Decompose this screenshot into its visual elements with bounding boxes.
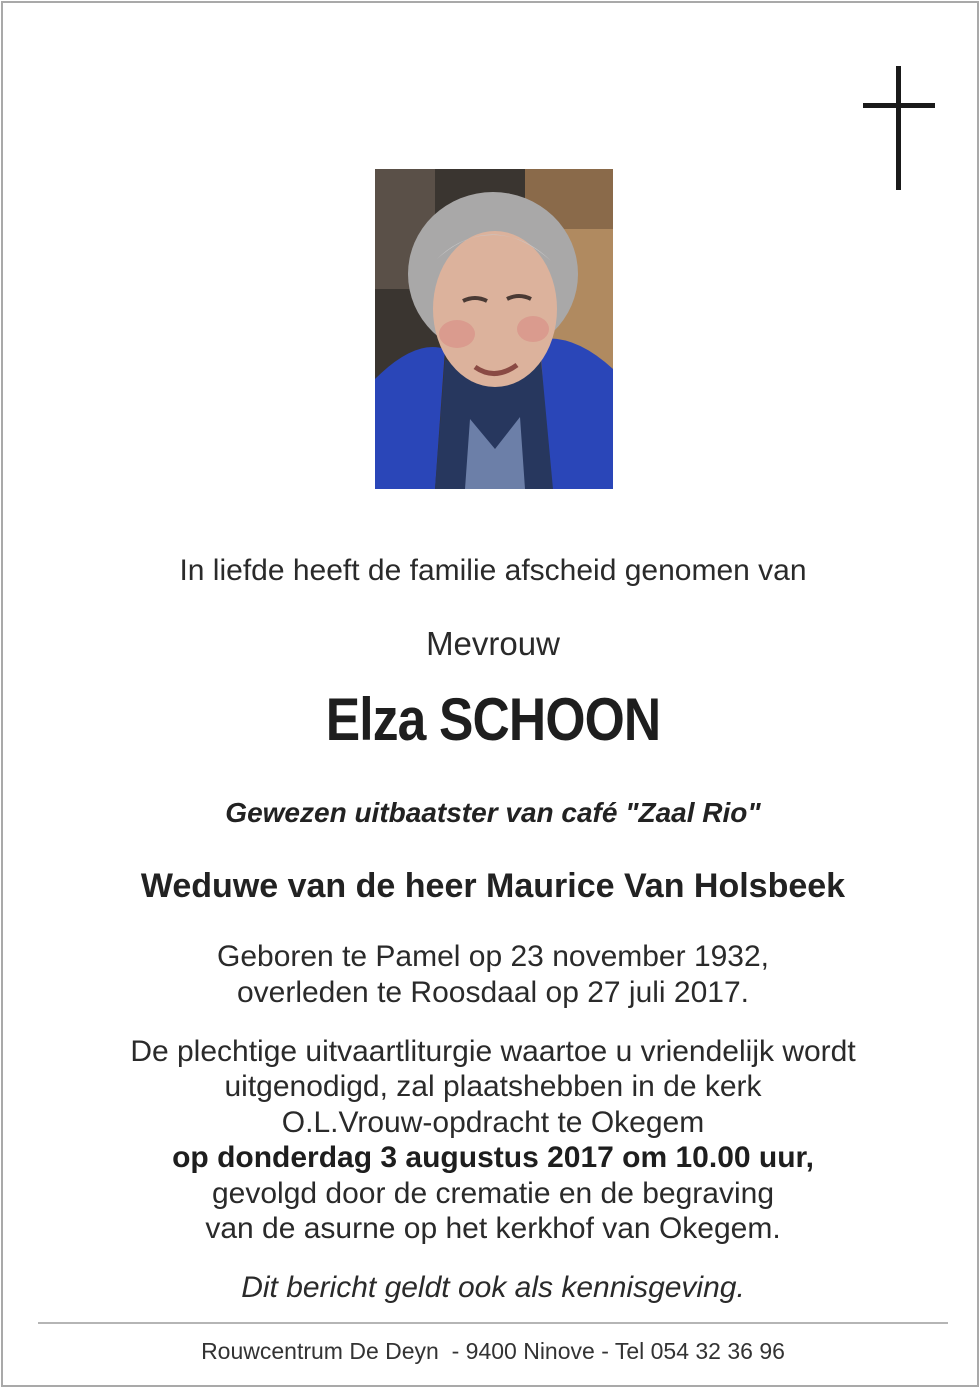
service-line: O.L.Vrouw-opdracht te Okegem (281, 1106, 705, 1139)
service-line: gevolgd door de crematie en de begraving (211, 1177, 775, 1210)
closing-notice: Dit bericht geldt ook als kennisgeving. (241, 1271, 745, 1304)
honorific-title: Mevrouw (426, 625, 560, 662)
service-line: De plechtige uitvaartliturgie waartoe u vriendelijk wordt (130, 1035, 856, 1068)
death-text: overleden te Roosdaal op 27 juli 2017. (236, 976, 750, 1009)
widow-text: Weduwe van de heer Maurice Van Holsbeek (140, 867, 846, 905)
service-line: uitgenodigd, zal plaatshebben in de kerk (224, 1070, 762, 1103)
deceased-name: Elza SCHOON (325, 686, 661, 753)
occupation-text: Gewezen uitbaatster van café "Zaal Rio" (225, 797, 761, 828)
funeral-home-footer: Rouwcentrum De Deyn - 9400 Ninove - Tel 054 32 36 96 (201, 1338, 785, 1364)
service-date-line: op donderdag 3 augustus 2017 om 10.00 uur, (172, 1141, 814, 1174)
birth-text: Geboren te Pamel op 23 november 1932, (216, 940, 770, 973)
obituary-card (1, 1, 979, 1387)
cross-icon (863, 66, 935, 190)
footer-divider (38, 1322, 948, 1324)
service-line: van de asurne op het kerkhof van Okegem. (205, 1212, 781, 1245)
intro-text: In liefde heeft de familie afscheid genomen van (179, 554, 807, 587)
portrait-photo (375, 169, 613, 489)
